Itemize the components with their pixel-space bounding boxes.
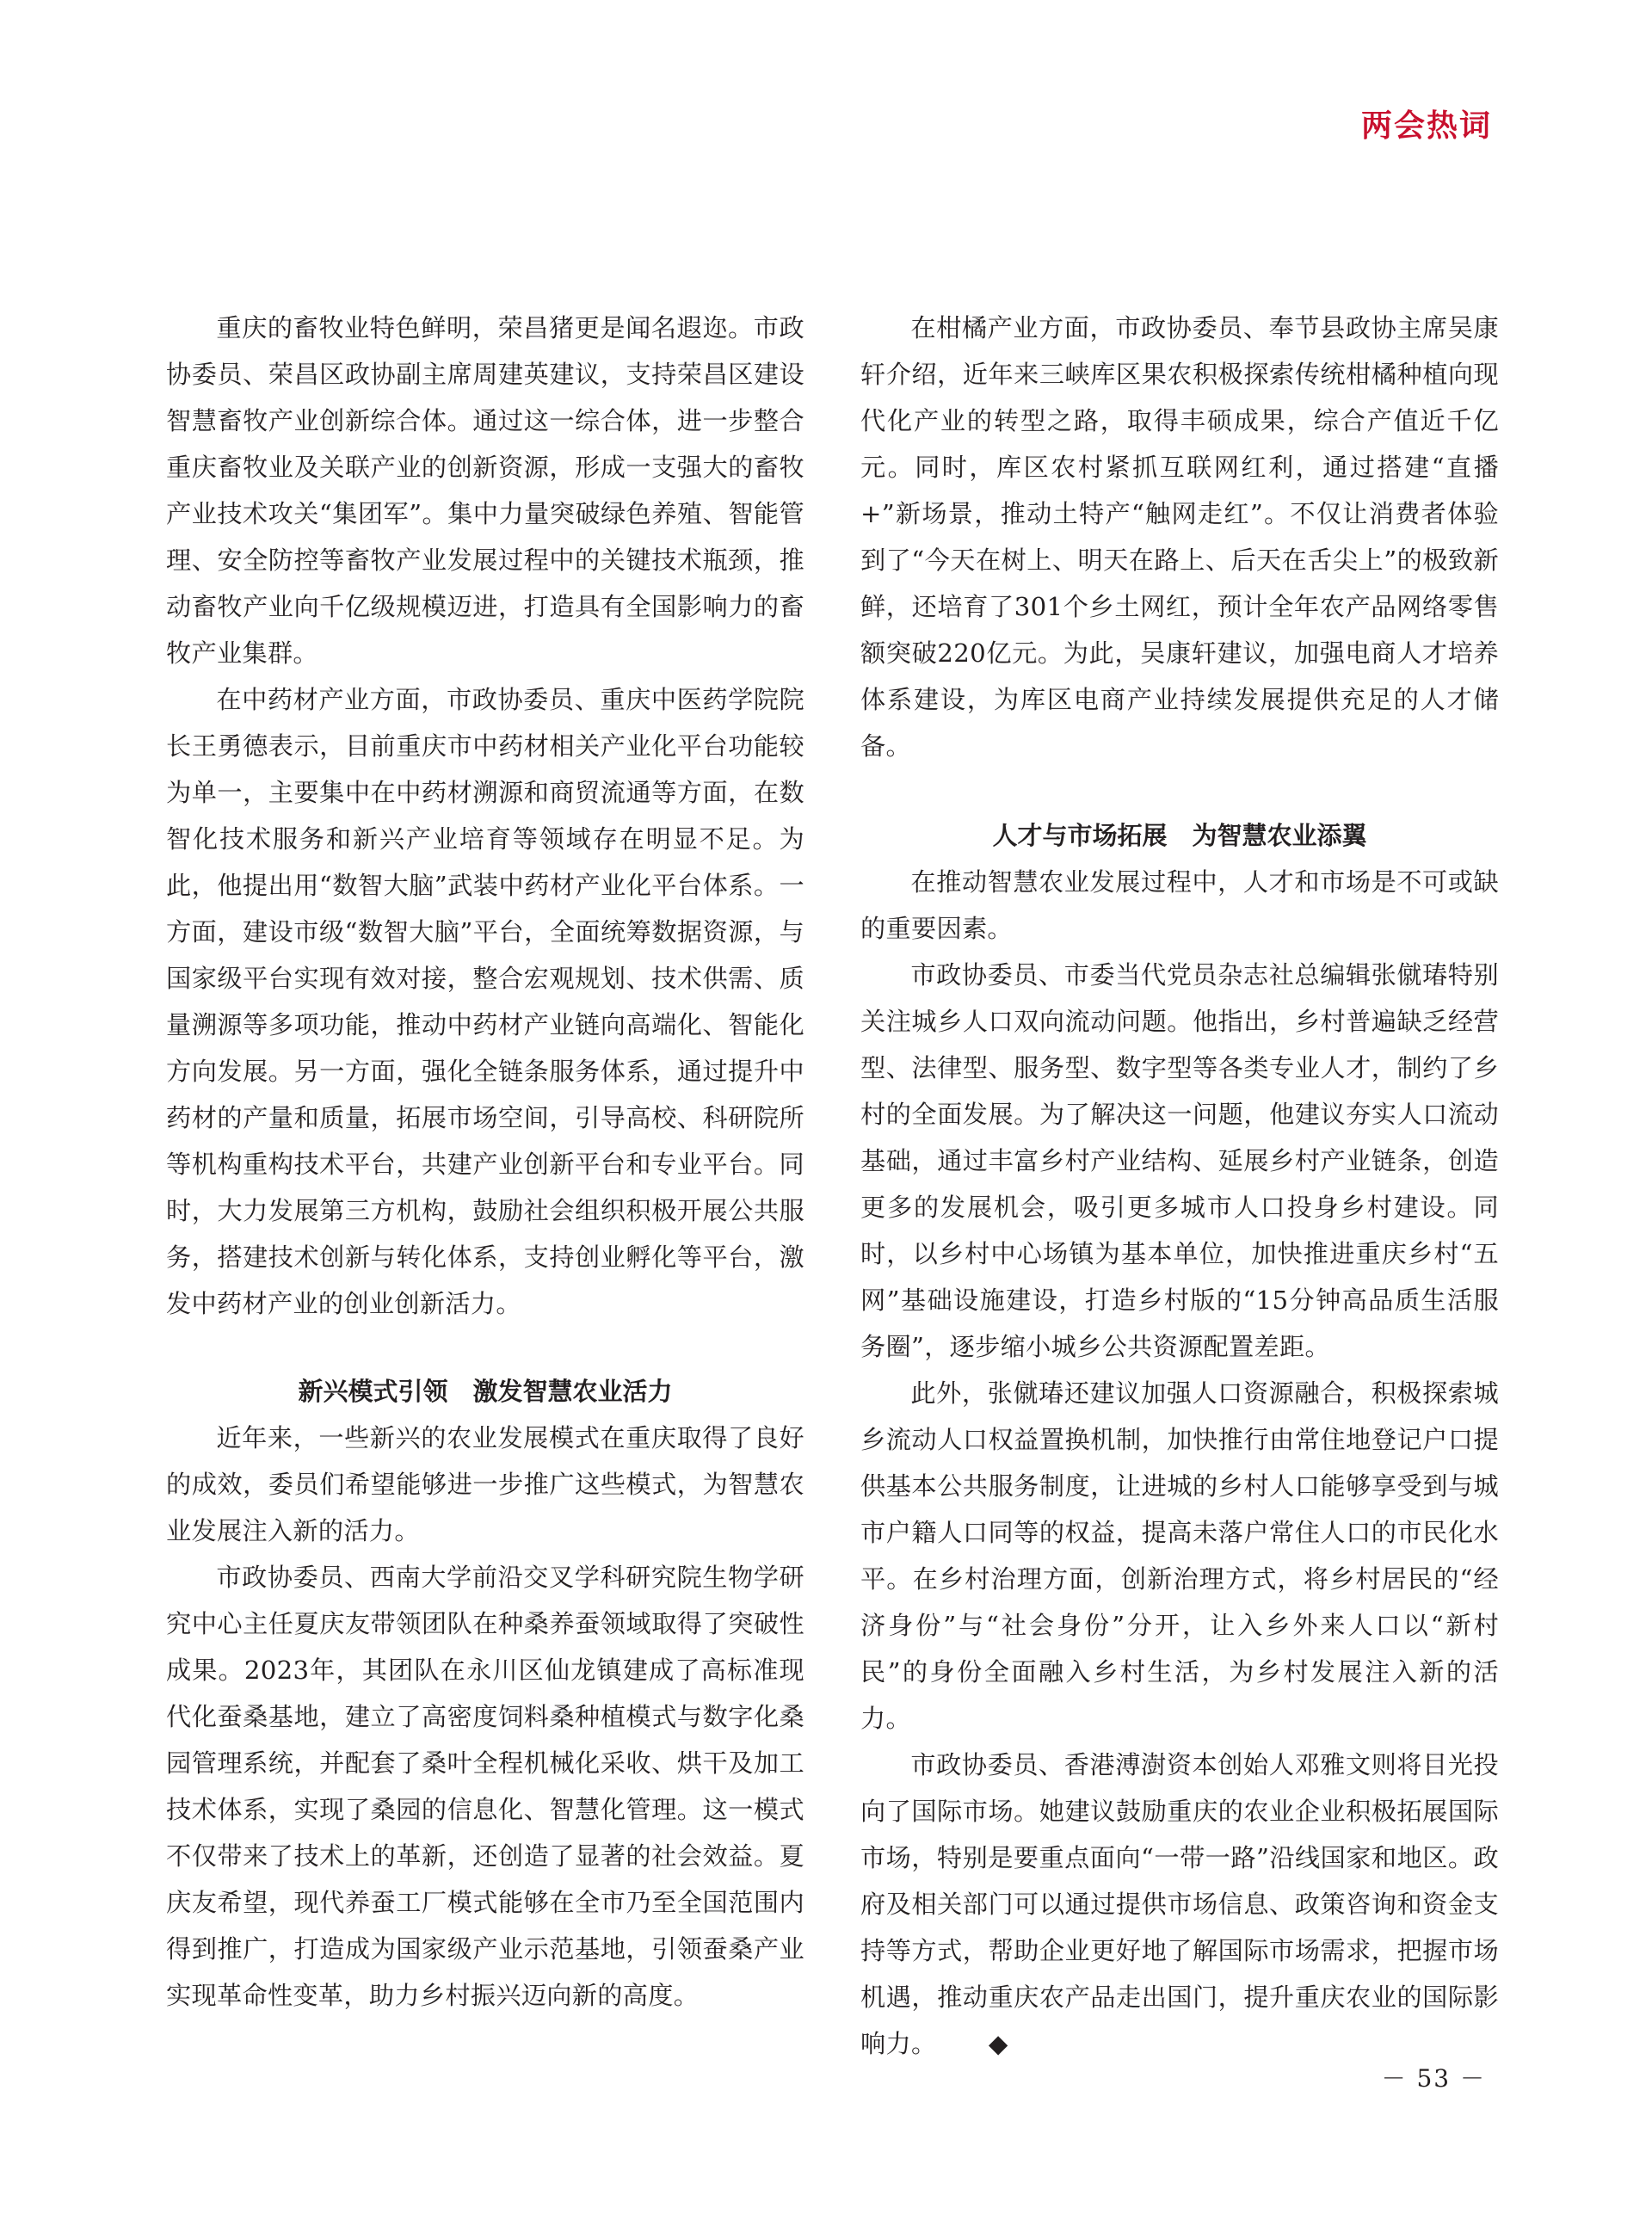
paragraph-population-flow: 市政协委员、市委当代党员杂志社总编辑张僦瑃特别关注城乡人口双向流动问题。他指出，乡村普遍缺乏经营型、法律型、服务型、数字型等各类专业人才，制约了乡村的全面发展。为了解决这一问题，他建议夯实人口流动基础，通过丰富乡村产业结构、延展乡村产业链条，创造更多的发展机会，吸引更多城市人口投身乡村建设。同时，以乡村中心场镇为基本单位，加快推进重庆乡村“五网”基础设施建设，打造乡村版的“15分钟高品质生活服务圈”，逐步缩小城乡公共资源配置差距。	[860, 960, 1499, 1361]
section-heading-talent-market: 人才与市场拓展 为智慧农业添翼	[992, 821, 1367, 850]
paragraph-international-market	[860, 1742, 1499, 2067]
paragraph-new-models-intro: 近年来，一些新兴的农业发展模式在重庆取得了良好的成效，委员们希望能够进一步推广这些模式，为智慧农业发展注入新的活力。	[166, 1423, 804, 1545]
paragraph-sericulture: 市政协委员、西南大学前沿交叉学科研究院生物学研究中心主任夏庆友带领团队在种桑养蚕领域取得了突破性成果。2023年，其团队在永川区仙龙镇建成了高标准现代化蚕桑基地，建立了高密度饲料桑种植模式与数字化桑园管理系统，并配套了桑叶全程机械化采收、烘干及加工技术体系，实现了桑园的信息化、智慧化管理。这一模式不仅带来了技术上的革新，还创造了显著的社会效益。夏庆友希望，现代养蚕工厂模式能够在全市乃至全国范围内得到推广，打造成为国家级产业示范基地，引领蚕桑产业实现革命性变革，助力乡村振兴迈向新的高度。	[166, 1563, 804, 2010]
page-number: － 53 －	[1381, 2064, 1486, 2093]
paragraph-talent-intro: 在推动智慧农业发展过程中，人才和市场是不可或缺的重要因素。	[860, 867, 1499, 943]
paragraph-livestock: 重庆的畜牧业特色鲜明，荣昌猪更是闻名遐迩。市政协委员、荣昌区政协副主席周建英建议，支持荣昌区建设智慧畜牧产业创新综合体。通过这一综合体，进一步整合重庆畜牧业及关联产业的创新资源，形成一支强大的畜牧产业技术攻关“集团军”。集中力量突破绿色养殖、智能管理、安全防控等畜牧产业发展过程中的关键技术瓶颈，推动畜牧产业向千亿级规模迈进，打造具有全国影响力的畜牧产业集群。	[166, 313, 804, 668]
right-column	[860, 305, 1499, 2067]
section-heading-new-models: 新兴模式引领 激发智慧农业活力	[298, 1377, 673, 1406]
paragraph-international-market-text: 市政协委员、香港溥澍资本创始人邓雅文则将目光投向了国际市场。她建议鼓励重庆的农业企业积极拓展国际市场，特别是要重点面向“一带一路”沿线国家和地区。政府及相关部门可以通过提供市场信息、政策咨询和资金支持等方式，帮助企业更好地了解国际市场需求，把握市场机遇，推动重庆农产品走出国门，提升重庆农业的国际影响力。	[860, 1750, 1499, 2058]
end-mark-diamond: ◆	[988, 2029, 1008, 2058]
paragraph-herbal-medicine: 在中药材产业方面，市政协委员、重庆中医药学院院长王勇德表示，目前重庆市中药材相关产业化平台功能较为单一，主要集中在中药材溯源和商贸流通等方面，在数智化技术服务和新兴产业培育等领域存在明显不足。为此，他提出用“数智大脑”武装中药材产业化平台体系。一方面，建设市级“数智大脑”平台，全面统筹数据资源，与国家级平台实现有效对接，整合宏观规划、技术供需、质量溯源等多项功能，推动中药材产业链向高端化、智能化方向发展。另一方面，强化全链条服务体系，通过提升中药材的产量和质量，拓展市场空间，引导高校、科研院所等机构重构技术平台，共建产业创新平台和专业平台。同时，大力发展第三方机构，鼓励社会组织积极开展公共服务，搭建技术创新与转化体系，支持创业孵化等平台，激发中药材产业的创业创新活力。	[166, 685, 804, 1318]
paragraph-citrus: 在柑橘产业方面，市政协委员、奉节县政协主席吴康轩介绍，近年来三峡库区果农积极探索传统柑橘种植向现代化产业的转型之路，取得丰硕成果，综合产值近千亿元。同时，库区农村紧抓互联网红利，通过搭建“直播+”新场景，推动土特产“触网走红”。不仅让消费者体验到了“今天在树上、明天在路上、后天在舌尖上”的极致新鲜，还培育了301个乡土网红，预计全年农产品网络零售额突破220亿元。为此，吴康轩建议，加强电商人才培养体系建设，为库区电商产业持续发展提供充足的人才储备。	[860, 313, 1499, 761]
paragraph-population-integration: 此外，张僦瑃还建议加强人口资源融合，积极探索城乡流动人口权益置换机制，加快推行由常住地登记户口提供基本公共服务制度，让进城的乡村人口能够享受到与城市户籍人口同等的权益，提高未落户常住人口的市民化水平。在乡村治理方面，创新治理方式，将乡村居民的“经济身份”与“社会身份”分开，让入乡外来人口以“新村民”的身份全面融入乡村生活，为乡村发展注入新的活力。	[860, 1378, 1499, 1733]
left-column	[166, 305, 804, 2019]
section-tag: 两会热词	[1360, 108, 1492, 144]
